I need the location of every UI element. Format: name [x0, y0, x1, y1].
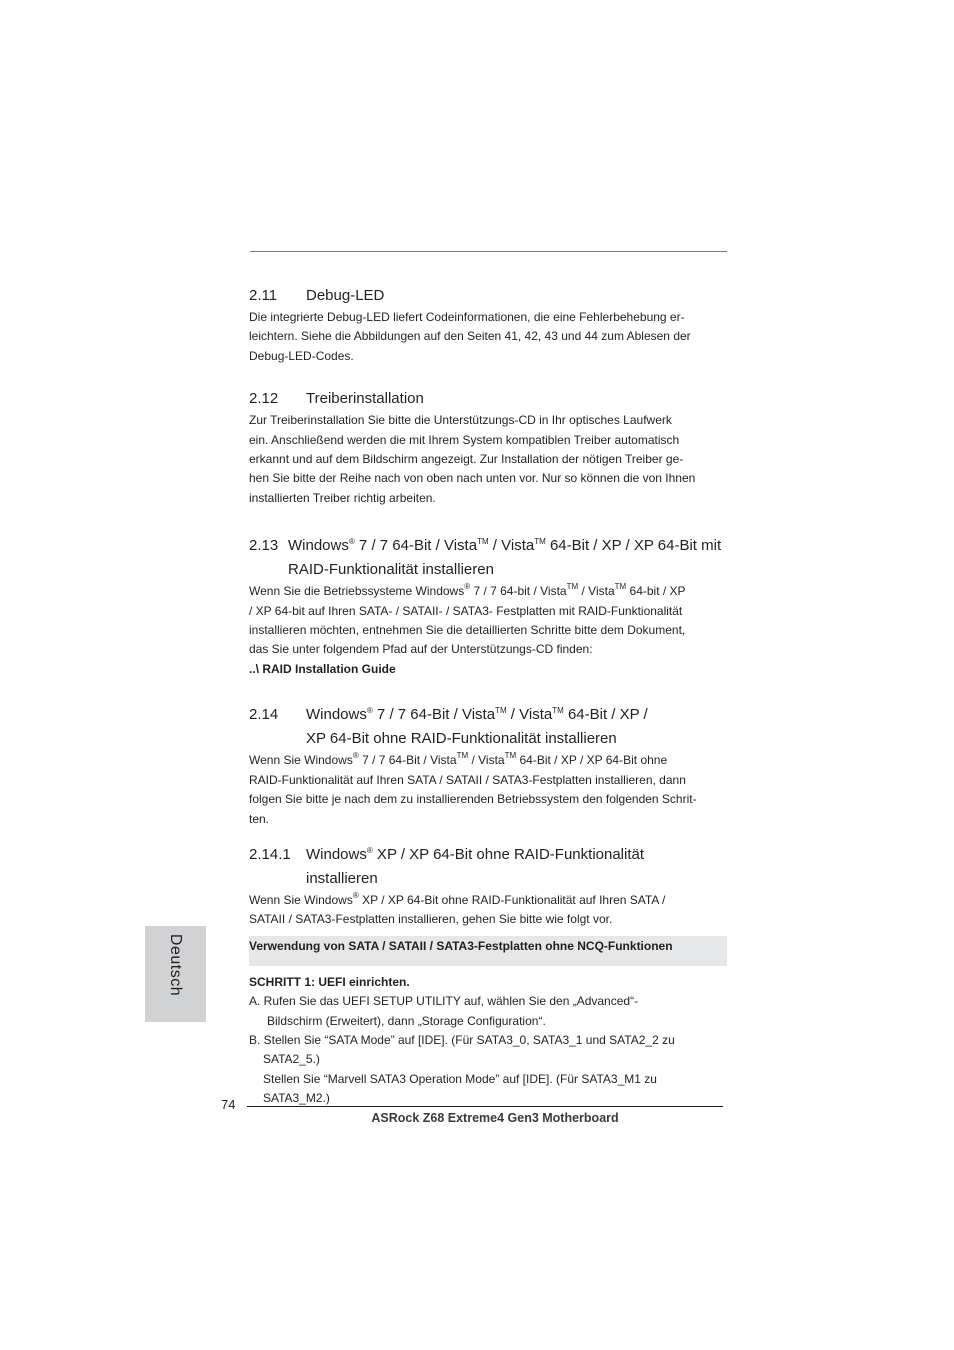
step-item-b-cont: SATA3_M2.): [263, 1091, 330, 1106]
text-line: Die integrierte Debug-LED liefert Codeinformationen, die eine Fehlerbehebung er-: [249, 310, 685, 324]
trademark-mark: TM: [456, 751, 469, 761]
heading-number: 2.14.1: [249, 845, 291, 863]
text-line: RAID-Funktionalität auf Ihren SATA / SATAII / SATA3-Festplatten installieren, dann: [249, 772, 686, 787]
text-part: Wenn Sie die Betriebssysteme Windows: [249, 584, 465, 599]
step-item-b: B. Stellen Sie “SATA Mode” auf [IDE]. (Für SATA3_0, SATA3_1 und SATA2_2 zu: [249, 1032, 675, 1047]
page-number: 74: [221, 1097, 236, 1112]
text-line: / XP 64-bit auf Ihren SATA- / SATAII- / SATA3- Festplatten mit RAID-Funktionalität: [249, 603, 683, 618]
text-line: Zur Treiberinstallation Sie bitte die Unterstützungs-CD in Ihr optisches Laufwerk: [249, 413, 672, 428]
trademark-mark: TM: [495, 706, 507, 716]
text-part: / Vista: [578, 584, 615, 599]
ncq-box-heading: Verwendung von SATA / SATAII / SATA3-Festplatten ohne NCQ-Funktionen: [249, 936, 727, 966]
heading-title-part: 64-Bit / XP /: [563, 706, 648, 724]
trademark-mark: TM: [504, 751, 517, 761]
heading-2-11: [249, 284, 727, 308]
registered-mark: ®: [348, 537, 355, 547]
heading-title-part: 7 / 7 64-Bit / Vista: [372, 706, 496, 724]
heading-number: 2.13: [249, 537, 279, 555]
registered-mark: ®: [352, 890, 359, 900]
text-line: Debug-LED-Codes.: [249, 348, 354, 363]
step-item-b-cont: Stellen Sie “Marvell SATA3 Operation Mode” auf [IDE]. (Für SATA3_M1 zu: [263, 1071, 657, 1086]
language-tab-label: Deutsch: [167, 933, 184, 997]
install-guide-path: ..\ RAID Installation Guide: [249, 661, 396, 676]
text-line: SATAII / SATA3-Festplatten installieren, gehen Sie bitte wie folgt vor.: [249, 912, 613, 927]
text-line: [249, 891, 727, 910]
heading-number: 2.12: [249, 390, 279, 408]
heading-title-part: Windows: [306, 706, 367, 724]
heading-title-part: XP / XP 64-Bit ohne RAID-Funktionalität: [372, 845, 645, 863]
heading-title-line2: RAID-Funktionalität installieren: [288, 561, 494, 579]
text-line: ten.: [249, 811, 270, 826]
registered-mark: ®: [366, 706, 373, 716]
heading-title-line2: installieren: [306, 869, 378, 887]
footer-text: ASRock Z68 Extreme4 Gen3 Motherboard: [371, 1111, 619, 1125]
heading-2-12: [249, 387, 727, 411]
text-part: Wenn Sie Windows: [249, 753, 353, 768]
heading-title-line2: XP 64-Bit ohne RAID-Funktionalität installieren: [306, 730, 617, 748]
paragraph-2-14: [249, 751, 727, 829]
paragraph-2-11: [249, 308, 727, 366]
heading-number: 2.11: [249, 287, 278, 304]
paragraph-2-13: [249, 582, 727, 679]
text-part: 64-bit / XP: [626, 584, 686, 599]
text-line: leichtern. Siehe die Abbildungen auf den Seiten 41, 42, 43 und 44 zum Ablesen der: [249, 329, 691, 344]
heading-2-14-1: [249, 843, 727, 891]
page-content: [249, 284, 727, 1109]
text-part: 7 / 7 64-Bit / Vista: [358, 753, 457, 768]
text-part: 64-Bit / XP / XP 64-Bit ohne: [516, 753, 668, 768]
step-1: [249, 973, 727, 1109]
text-line: ein. Anschließend werden die mit Ihrem System kompatiblen Treiber automatisch: [249, 432, 680, 447]
text-line: hen Sie bitte der Reihe nach von oben nach unten vor. Nur so können die von Ihnen: [249, 471, 696, 486]
text-part: 7 / 7 64-bit / Vista: [470, 584, 567, 599]
text-line: installierten Treiber richtig arbeiten.: [249, 490, 436, 505]
text-line: installieren möchten, entnehmen Sie die detaillierten Schritte bitte dem Dokument,: [249, 623, 686, 638]
text-part: XP / XP 64-Bit ohne RAID-Funktionalität auf Ihren SATA /: [358, 892, 666, 907]
registered-mark: ®: [464, 582, 471, 592]
text-line: [249, 751, 727, 770]
heading-title-part: 7 / 7 64-Bit / Vista: [354, 537, 478, 555]
registered-mark: ®: [352, 751, 359, 761]
text-line: erkannt und auf dem Bildschirm angezeigt. Zur Installation der nötigen Treiber ge-: [249, 452, 684, 467]
heading-title: Treiberinstallation: [306, 390, 424, 408]
heading-2-13: [249, 534, 727, 582]
text-part: Wenn Sie Windows: [249, 892, 353, 907]
trademark-mark: TM: [566, 582, 579, 592]
trademark-mark: TM: [534, 537, 546, 547]
step-item-a-cont: Bildschirm (Erweitert), dann „Storage Configuration“.: [267, 1013, 546, 1028]
text-part: / Vista: [468, 753, 505, 768]
text-line: [249, 582, 727, 601]
paragraph-2-12: [249, 411, 727, 508]
trademark-mark: TM: [614, 582, 627, 592]
heading-title: Debug-LED: [306, 287, 385, 304]
registered-mark: ®: [366, 845, 373, 855]
footer-rule: [247, 1106, 723, 1107]
heading-title-part: Windows: [288, 537, 349, 555]
header-rule: [250, 251, 727, 252]
heading-2-14: [249, 703, 727, 751]
heading-title-part: Windows: [306, 845, 367, 863]
step-item-a: A. Rufen Sie das UEFI SETUP UTILITY auf, wählen Sie den „Advanced“-: [249, 994, 639, 1009]
step-title: SCHRITT 1: UEFI einrichten.: [249, 974, 410, 989]
heading-title-part: 64-Bit / XP / XP 64-Bit mit: [545, 537, 722, 555]
heading-title-part: / Vista: [488, 537, 535, 555]
heading-number: 2.14: [249, 706, 279, 724]
text-line: folgen Sie bitte je nach dem zu installierenden Betriebssystem den folgenden Schrit-: [249, 792, 697, 807]
heading-title-part: / Vista: [506, 706, 553, 724]
step-item-b-cont: SATA2_5.): [263, 1052, 320, 1067]
text-line: das Sie unter folgendem Pfad auf der Unterstützungs-CD finden:: [249, 642, 593, 657]
paragraph-2-14-1: [249, 891, 727, 930]
trademark-mark: TM: [552, 706, 564, 716]
trademark-mark: TM: [477, 537, 489, 547]
